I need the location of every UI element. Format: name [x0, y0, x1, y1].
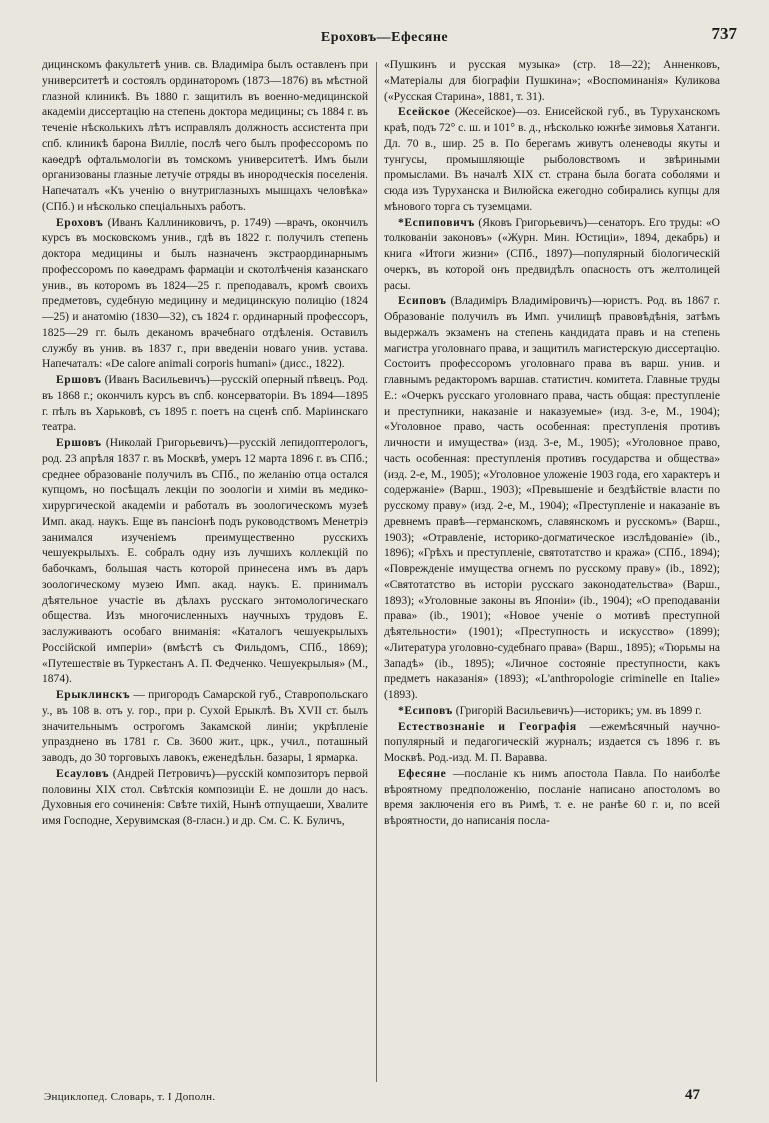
entry-text: (Яковъ Григорьевичъ)—сенаторъ. Его труды: «О толкованіи законовъ» («Журн. Мин. Юстиціи», 1894, декабрь) и книга «Итоги жизни» (СПб., 1897)—популярный біологическій очеркъ, въ которой онъ предвидѣлъ опасность отъ желтолицей расы.	[384, 216, 720, 292]
right-column	[384, 58, 720, 1078]
entry-esipov-vladimir	[384, 294, 720, 704]
headword: Ерыклинскъ	[56, 689, 131, 701]
entry-text: «Пушкинъ и русская музыка» (стр. 18—22); Анненковъ, «Матеріалы для біографіи Пушкина»; «Воспоминанія» Куликова («Русская Старина», 1881, т. 31).	[384, 59, 720, 103]
entry-efesyane	[384, 767, 720, 830]
headword: *Есиповъ	[398, 704, 453, 717]
entry-continuation	[384, 58, 720, 105]
running-title: Ероховъ—Ефесяне	[320, 30, 449, 45]
entry-text: (Андрей Петровичъ)—русскій композиторъ первой половины XIX стол. Свѣтскія композиціи Е. не дошли до насъ. Духовныя его сочиненія: Свѣте тихій, Нынѣ отпущаеши, Хвалите имя Господне, Херувимская (8-гласн.) и др. См. С. К. Буличъ,	[42, 767, 368, 827]
entry-ershov-nikolai	[42, 436, 368, 688]
headword: Есиповъ	[398, 295, 447, 308]
left-column	[42, 58, 368, 1078]
entry-continuation	[42, 58, 368, 216]
column-divider	[376, 62, 377, 1082]
running-header	[0, 12, 769, 52]
headword: Ершовъ	[56, 437, 102, 449]
headword: Естествознаніе и Географія	[398, 720, 577, 733]
entry-espipovich	[384, 216, 720, 295]
entry-text: —посланіе къ нимъ апостола Павла. По наиболѣе вѣроятному предположенію, посланіе написано апостоломъ во время заключенія его въ Римѣ, т. е. не ранѣе 60 г. и, по всей вѣроятности, до написанія посла-	[384, 767, 720, 827]
entry-estestvoznanie	[384, 720, 720, 767]
entry-text: (Иванъ Васильевичъ)—русскій оперный пѣвецъ. Род. въ 1868 г.; окончилъ курсъ въ спб. консерваторіи. Въ 1894—1895 г. пѣлъ въ Харьковѣ, съ 1895 г. поетъ на сценѣ спб. Маріинскаго театра.	[42, 374, 368, 434]
entry-text: (Николай Григорьевичъ)—русскій лепидоптерологъ, род. 23 апрѣля 1837 г. въ Москвѣ, умеръ 12 марта 1896 г. въ СПб.; среднее образованіе получилъ въ СПб., по желанію отца остался купцомъ, но посѣщалъ лекціи по зоологіи и химіи въ медико-хирургической академіи и работалъ въ зоологическомъ музеѣ Имп. акад. наукъ. Еще въ пансіонѣ подъ руководствомъ Менетріэ занимался изученіемъ преимущественно русскихъ чешуекрылыхъ. Е. собралъ одну изъ лучшихъ коллекцій по бабочкамъ, большая часть которой принесена имъ въ даръ зоологическому музею Имп. акад. наукъ. Е. принималъ дѣятельное участіе въ дѣлахъ русскаго энтомологическаго общества. Изъ многочисленныхъ научныхъ трудовъ Е. заслуживаютъ особаго вниманія: «Каталогъ чешуекрылыхъ Россійской имперіи» (вмѣстѣ съ Фильдомъ, СПб., 1869); «Путешествіе въ Туркестанъ А. П. Федченко. Чешуекрылыя» (М., 1874).	[42, 437, 368, 686]
footer-note: Энциклопед. Словарь, т. I Дополн.	[44, 1091, 216, 1103]
entry-text: (Иванъ Каллиниковичъ, р. 1749) —врачъ, окончилъ курсъ въ московскомъ унив., гдѣ въ 1822 г. получилъ степень доктора медицины и былъ назначенъ экстраординарнымъ профессоромъ по каѳедрамъ фармаціи и скотолѣченія казанскаго унив., въ которомъ въ 1824—25 г. преподавалъ, кромѣ своихъ предметовъ, судебную медицину и медицинскую полицію (1824—25) и анатомію (1830—32), съ 1824 г. ординарный профессоръ, 1825—29 гг. былъ деканомъ врачебнаго отдѣленія. Оставилъ службу въ унив. въ 1837 г., при введеніи новаго унив. устава. Напечаталъ: «De calore animali corporis humani» (дисс., 1822).	[42, 216, 368, 371]
headword: Есейское	[398, 106, 451, 119]
signature-mark: 47	[685, 1087, 700, 1103]
entry-erokhov	[42, 216, 368, 374]
entry-eryklinsk	[42, 688, 368, 767]
entry-text: —ежемѣсячный научно-популярный и педагогическій журналъ; издается съ 1896 г. въ Москвѣ. Род.-изд. М. П. Варавва.	[384, 720, 720, 764]
entry-text: (Жесейское)—оз. Енисейской губ., въ Туруханскомъ краѣ, подъ 72° с. ш. и 101° в. д., нѣсколько южнѣе зимовья Хатанги. Дл. 70 в., шир. 25 в. По берегамъ живутъ оленеводы якуты и тунгусы, промышляющіе рыболовствомъ и звѣриными промыслами. Въ началѣ XIX ст. страна была богата соболями и сюда изъ Туруханска и Вилюйска ежегодно собирались купцы для мѣнового торга съ туземцами.	[384, 106, 720, 213]
page-footer	[44, 1087, 744, 1111]
page-number: 737	[711, 24, 737, 43]
entry-text: (Владиміръ Владиміровичъ)—юристъ. Род. въ 1867 г. Образованіе получилъ въ Имп. училищѣ правовѣдѣнія, затѣмъ выдержалъ экзаменъ на степень кандидата правъ и на степень магистра уголовнаго права, и защитилъ магистерскую диссертацію. Состоитъ профессоромъ уголовнаго права въ варш. унив. и главнымъ редакторомъ варшав. статистич. комитета. Главные труды Е.: «Очеркъ русскаго уголовнаго права, часть общая: преступленіе и преступники, наказаніе и наказуемые» (изд. 3-е, М., 1904); «Уголовное право, часть особенная: преступленія противъ личности и имущества» (изд. 3-е, М., 1905); «Уголовное право, часть особенная: преступленія противъ государства и общества» (изд. 2-е, М., 1905); «Уголовное уложеніе 1903 года, его характеръ и содержаніе» (Варш., 1903); «Превышеніе и бездѣйствіе власти по русскому праву» (изд. 2-е, М., 1904); «Преступленіе и наказаніе въ древнемъ правѣ—германскомъ, славянскомъ и русскомъ» (Варш., 1903); «Отравленіе, историко-догматическое изслѣдованіе» (ib., 1896); «Грѣхъ и преступленіе, святотатство и кража» (СПб., 1894); «Поврежденіе имущества огнемъ по русскому праву» (ib., 1892); «Святотатство въ исторіи русскаго законодательства» (Варш., 1893); «Уголовные законы въ Японіи» (ib., 1904); «О преподаваніи права» (ib., 1901); «Новое ученіе о мотивѣ преступной дѣятельности» (1901); «Преступность и искусство» (1899); «Литература уголовно-судебнаго права» (Варш., 1895); «Тюрьмы на Западѣ» (ib., 1895); «Личное состояніе преступности, какъ предметъ наказанія» (1893); «L'anthropologie criminelle en Italie» (1893).	[384, 295, 720, 701]
headword: Есауловъ	[56, 767, 110, 780]
entry-esaulov	[42, 767, 368, 830]
entry-text: дицинскомъ факультетѣ унив. св. Владиміра былъ оставленъ при университетѣ и состоялъ ординаторомъ (1873—1876) въ мѣстной глазной клиникѣ. Въ 1880 г. защитилъ въ военно-медицинской академіи диссертацію на степень доктора медицины; съ 1884 г. въ теченіе нѣсколькихъ лѣтъ исправлялъ должность ассистента при спб. клиникѣ барона Вилліе, послѣ чего былъ профессоромъ по каѳедрѣ офтальмологіи въ томскомъ университетѣ. Имъ были организованы глазные летучіе отряды въ инородческія поселенія. Напечаталъ «Къ ученію о внутриглазныхъ мышцахъ человѣка» (СПб.) и нѣсколько спеціальныхъ работъ.	[42, 59, 368, 213]
entry-ershov-ivan	[42, 373, 368, 436]
entry-text: (Григорій Васильевичъ)—историкъ; ум. въ 1899 г.	[455, 704, 702, 717]
headword: Ершовъ	[56, 374, 102, 386]
entry-text: — пригородъ Самарской губ., Ставропольскаго у., въ 108 в. отъ у. гор., при р. Сухой Ерыклѣ. Въ XVII ст. былъ значительнымъ острогомъ Закамской линіи; укрѣпленіе упразднено въ 1781 г. Св. 3600 жит., црк., учил., поташный заводъ, до 30 торговыхъ лавокъ, еженедѣльн. базары, 1 ярмарка.	[42, 689, 368, 764]
entry-esipov-grigory	[384, 704, 720, 720]
entry-eseiskoe	[384, 105, 720, 215]
headword: Ефесяне	[398, 767, 447, 780]
headword: Ероховъ	[56, 216, 104, 229]
headword: *Еспиповичъ	[398, 216, 475, 229]
